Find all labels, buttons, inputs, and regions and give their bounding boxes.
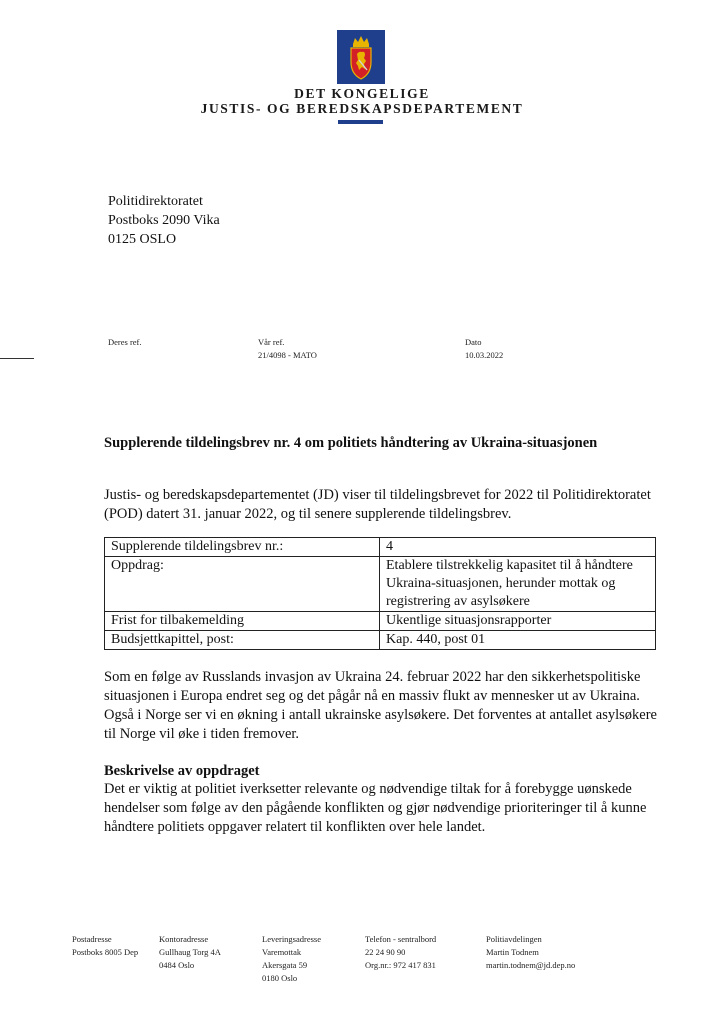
table-cell-label: Oppdrag:: [105, 557, 380, 612]
body-paragraph-1: Som en følge av Russlands invasjon av Ukraina 24. februar 2022 har den sikkerhetspolitiske situasjonen i Europa endret seg og det pågår nå en massiv flukt av mennesker ut av Ukraina. Også i Norge ser vi en økning i antall ukrainske asylsøkere. Det forventes at antallet asylsøkere til Norge vil øke i tiden fremover.: [104, 669, 657, 742]
ref-var-value: 21/4098 - MATO: [258, 350, 317, 360]
ref-dato: [465, 336, 503, 362]
ref-deres-label: Deres ref.: [108, 337, 142, 347]
footer-kontoradresse: [159, 933, 221, 972]
section-heading: Beskrivelse av oppdraget: [104, 763, 260, 779]
ref-dato-value: 10.03.2022: [465, 350, 504, 360]
footer-kontakt: [486, 933, 575, 972]
logo-divider: [338, 80, 383, 82]
table-cell-label: Frist for tilbakemelding: [105, 612, 380, 631]
table-cell-value: 4: [380, 538, 656, 557]
footer-value: 0180 Oslo: [262, 973, 298, 983]
assignment-table: [104, 537, 656, 650]
footer-telefon: [365, 933, 436, 972]
footer-value: Org.nr.: 972 417 831: [365, 960, 436, 970]
fold-mark: [0, 358, 34, 359]
footer-label: Telefon - sentralbord: [365, 934, 437, 944]
footer-value: Martin Todnem: [486, 947, 539, 957]
recipient-postbox: Postboks 2090 Vika: [108, 213, 220, 228]
footer-email[interactable]: martin.todnem@jd.dep.no: [486, 960, 576, 970]
footer-leveringsadresse: [262, 933, 321, 985]
org-name-line2: JUSTIS- OG BEREDSKAPSDEPARTEMENT: [200, 101, 524, 116]
footer-value: Gullhaug Torg 4A: [159, 947, 221, 957]
ref-deres: [108, 336, 142, 349]
footer-value: Akersgata 59: [262, 960, 308, 970]
table-cell-value: Etablere tilstrekkelig kapasitet til å håndtere Ukraina-situasjonen, herunder mottak og registrering av asylsøkere: [380, 557, 656, 612]
intro-paragraph: Justis- og beredskapsdepartementet (JD) viser til tildelingsbrevet for 2022 til Politidirektoratet (POD) datert 31. januar 2022, og til senere supplerende tildelingsbrev.: [104, 487, 651, 522]
logo-bottom-bar: [338, 120, 383, 124]
table-row: [105, 538, 656, 557]
recipient-name: Politidirektoratet: [108, 194, 203, 209]
table-cell-value: Kap. 440, post 01: [380, 631, 656, 650]
footer-label: Kontoradresse: [159, 934, 209, 944]
body-paragraph-2: Det er viktig at politiet iverksetter relevante og nødvendige tiltak for å forebygge uønskede hendelser som følge av den pågående konflikten og gjør nødvendige prioriteringer til å kunne håndtere politiets oppgaver relatert til konflikten over hele landet.: [104, 781, 647, 835]
table-cell-label: Budsjettkapittel, post:: [105, 631, 380, 650]
footer-label: Politiavdelingen: [486, 934, 542, 944]
recipient-postcode: 0125 OSLO: [108, 232, 177, 247]
recipient-address: [108, 192, 220, 249]
norway-coat-of-arms-icon: [337, 30, 385, 84]
table-row: [105, 557, 656, 612]
ref-var: [258, 336, 317, 362]
letter-title: Supplerende tildelingsbrev nr. 4 om politiets håndtering av Ukraina-situasjonen: [104, 435, 598, 451]
table-cell-label: Supplerende tildelingsbrev nr.:: [105, 538, 380, 557]
footer-label: Leveringsadresse: [262, 934, 322, 944]
table-row: [105, 612, 656, 631]
ref-var-label: Vår ref.: [258, 337, 285, 347]
footer-value: Postboks 8005 Dep: [72, 947, 139, 957]
org-name-line1: DET KONGELIGE: [294, 86, 430, 101]
footer-label: Postadresse: [72, 934, 112, 944]
footer-value: 0484 Oslo: [159, 960, 195, 970]
footer-postadresse: [72, 933, 138, 959]
footer-value: Varemottak: [262, 947, 302, 957]
table-row: [105, 631, 656, 650]
table-cell-value: Ukentlige situasjonsrapporter: [380, 612, 656, 631]
footer-value: 22 24 90 90: [365, 947, 406, 957]
ref-dato-label: Dato: [465, 337, 482, 347]
